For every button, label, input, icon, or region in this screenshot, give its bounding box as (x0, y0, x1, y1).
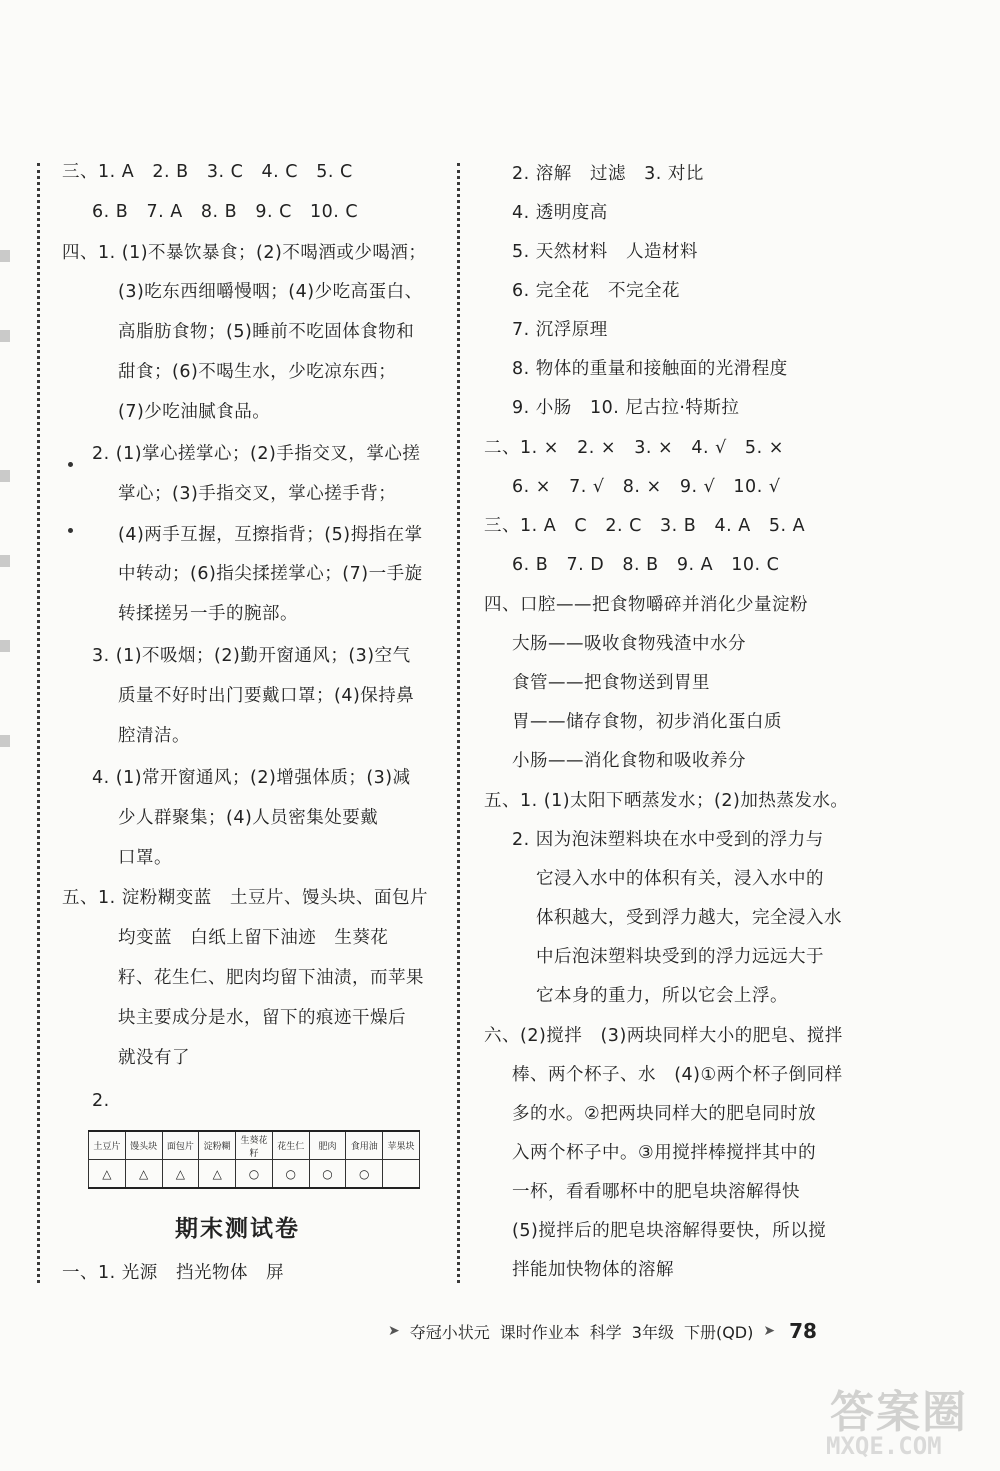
table-cell (383, 1160, 420, 1189)
answer-line: 甜食；(6)不喝生水，少吃凉东西； (118, 362, 397, 382)
margin-mark (0, 470, 10, 482)
left-dotted-border (37, 163, 40, 1283)
table-header-cell: 肥肉 (309, 1131, 346, 1160)
margin-mark (0, 555, 10, 567)
footer-volume: 下册(QD) (683, 1322, 754, 1342)
answer-line: 它浸入水中的体积有关，浸入水中的 (536, 869, 824, 889)
answer-line: 食管——把食物送到胃里 (512, 673, 710, 693)
answer-line: 四、1. (1)不暴饮暴食；(2)不喝酒或少喝酒； (62, 243, 427, 263)
chevron-right-icon: ➤ (763, 1323, 776, 1339)
answer-line: 6. × 7. √ 8. × 9. √ 10. √ (512, 477, 781, 497)
table-cell: △ (89, 1160, 126, 1189)
answer-line: 五、1. 淀粉糊变蓝 土豆片、馒头块、面包片 (62, 888, 428, 908)
page-number: 78 (789, 1319, 817, 1343)
table-cell: △ (199, 1160, 236, 1189)
answer-line: 一杯，看看哪杯中的肥皂块溶解得快 (512, 1182, 800, 1202)
table-header-cell: 淀粉糊 (199, 1131, 236, 1160)
answer-line: 2. 溶解 过滤 3. 对比 (512, 164, 704, 184)
answer-line: 掌心；(3)手指交叉，掌心搓手背； (118, 484, 397, 504)
table-header-cell: 馒头块 (125, 1131, 162, 1160)
table-header-cell: 面包片 (162, 1131, 199, 1160)
answer-line: 6. 完全花 不完全花 (512, 281, 680, 301)
answer-line: 棒、两个杯子、水 (4)①两个杯子倒同样 (512, 1065, 843, 1085)
answer-line: 7. 沉浮原理 (512, 320, 608, 340)
answer-line: 中后泡沫塑料块受到的浮力远远大于 (536, 947, 824, 967)
table-header-cell: 食用油 (346, 1131, 383, 1160)
table-header-cell: 土豆片 (89, 1131, 126, 1160)
answer-line: 4. 透明度高 (512, 203, 608, 223)
section-title: 期末测试卷 (175, 1216, 300, 1242)
answer-line: 三、1. A 2. B 3. C 4. C 5. C (62, 162, 353, 182)
answer-line: 6. B 7. A 8. B 9. C 10. C (92, 202, 359, 222)
page-footer (388, 1319, 817, 1343)
answer-line: 籽、花生仁、肥肉均留下油渍，而苹果 (118, 968, 424, 988)
answer-line: 胃——储存食物，初步消化蛋白质 (512, 712, 782, 732)
answer-line: 2. (1)掌心搓掌心；(2)手指交叉，掌心搓 (92, 444, 421, 464)
experiment-result-table (88, 1130, 420, 1189)
stray-dot (68, 528, 73, 533)
margin-mark (0, 640, 10, 652)
watermark-url: MXQE.COM (826, 1432, 942, 1460)
table-row (89, 1160, 420, 1189)
chevron-right-icon: ➤ (388, 1323, 400, 1339)
answer-line: 中转动；(6)指尖揉搓掌心；(7)一手旋 (118, 564, 423, 584)
answer-line: 4. (1)常开窗通风；(2)增强体质；(3)减 (92, 768, 411, 788)
answer-line: 腔清洁。 (118, 726, 190, 746)
watermark-text: 答案圈 (830, 1387, 968, 1438)
answer-line: 少人群聚集；(4)人员密集处要戴 (118, 808, 379, 828)
answer-line: 拌能加快物体的溶解 (512, 1260, 674, 1280)
margin-mark (0, 735, 10, 747)
answer-line: 转揉搓另一手的腕部。 (118, 604, 298, 624)
table-cell: ○ (309, 1160, 346, 1189)
answer-line: 质量不好时出门要戴口罩；(4)保持鼻 (118, 686, 415, 706)
answer-line: 小肠——消化食物和吸收养分 (512, 751, 746, 771)
table-cell: △ (125, 1160, 162, 1189)
footer-brand: 夺冠小状元 (409, 1322, 490, 1342)
table-header-row (89, 1131, 420, 1160)
table-cell: △ (162, 1160, 199, 1189)
answer-line: (3)吃东西细嚼慢咽；(4)少吃高蛋白、 (118, 282, 423, 302)
footer-grade: 3年级 (631, 1322, 674, 1342)
answer-line: 均变蓝 白纸上留下油迹 生葵花 (118, 928, 389, 948)
stray-dot (68, 462, 73, 467)
answer-line: 6. B 7. D 8. B 9. A 10. C (512, 555, 780, 575)
answer-line: 三、1. A C 2. C 3. B 4. A 5. A (484, 516, 806, 536)
answer-line: 二、1. × 2. × 3. × 4. √ 5. × (484, 438, 784, 458)
answer-line: 5. 天然材料 人造材料 (512, 242, 698, 262)
table-header-cell: 花生仁 (272, 1131, 309, 1160)
answer-line: 它本身的重力，所以它会上浮。 (536, 986, 788, 1006)
answer-line: 8. 物体的重量和接触面的光滑程度 (512, 359, 788, 379)
answer-line: 2. (92, 1091, 110, 1111)
answer-line: 高脂肪食物；(5)睡前不吃固体食物和 (118, 322, 415, 342)
margin-mark (0, 330, 10, 342)
answer-line: 块主要成分是水，留下的痕迹干燥后 (118, 1008, 406, 1028)
answer-line: 六、(2)搅拌 (3)两块同样大小的肥皂、搅拌 (484, 1026, 843, 1046)
answer-line: 3. (1)不吸烟；(2)勤开窗通风；(3)空气 (92, 646, 411, 666)
table-cell: ○ (236, 1160, 273, 1189)
watermark-logo (822, 1376, 987, 1464)
answer-line: 口罩。 (118, 848, 172, 868)
answer-line: (7)少吃油腻食品。 (118, 402, 271, 422)
margin-mark (0, 250, 10, 262)
answer-line: 2. 因为泡沫塑料块在水中受到的浮力与 (512, 830, 824, 850)
answer-line: (4)两手互握，互擦指背；(5)拇指在掌 (118, 525, 423, 545)
answer-line: 四、口腔——把食物嚼碎并消化少量淀粉 (484, 595, 808, 615)
answer-line: 就没有了 (118, 1048, 190, 1068)
footer-book: 课时作业本 (499, 1322, 580, 1342)
footer-subject: 科学 (589, 1322, 622, 1342)
table-cell: ○ (272, 1160, 309, 1189)
answer-line: 大肠——吸收食物残渣中水分 (512, 634, 746, 654)
answer-line: (5)搅拌后的肥皂块溶解得要快，所以搅 (512, 1221, 827, 1241)
answer-line: 一、1. 光源 挡光物体 屏 (62, 1263, 285, 1283)
table-header-cell: 苹果块 (383, 1131, 420, 1160)
answer-line: 多的水。②把两块同样大的肥皂同时放 (512, 1104, 817, 1124)
table-cell: ○ (346, 1160, 383, 1189)
center-dotted-divider (457, 163, 460, 1283)
answer-line: 体积越大，受到浮力越大，完全浸入水 (536, 908, 842, 928)
answer-line: 五、1. (1)太阳下晒蒸发水；(2)加热蒸发水。 (484, 791, 849, 811)
table-header-cell: 生葵花籽 (236, 1131, 273, 1160)
answer-line: 入两个杯子中。③用搅拌棒搅拌其中的 (512, 1143, 817, 1163)
answer-line: 9. 小肠 10. 尼古拉·特斯拉 (512, 398, 740, 418)
